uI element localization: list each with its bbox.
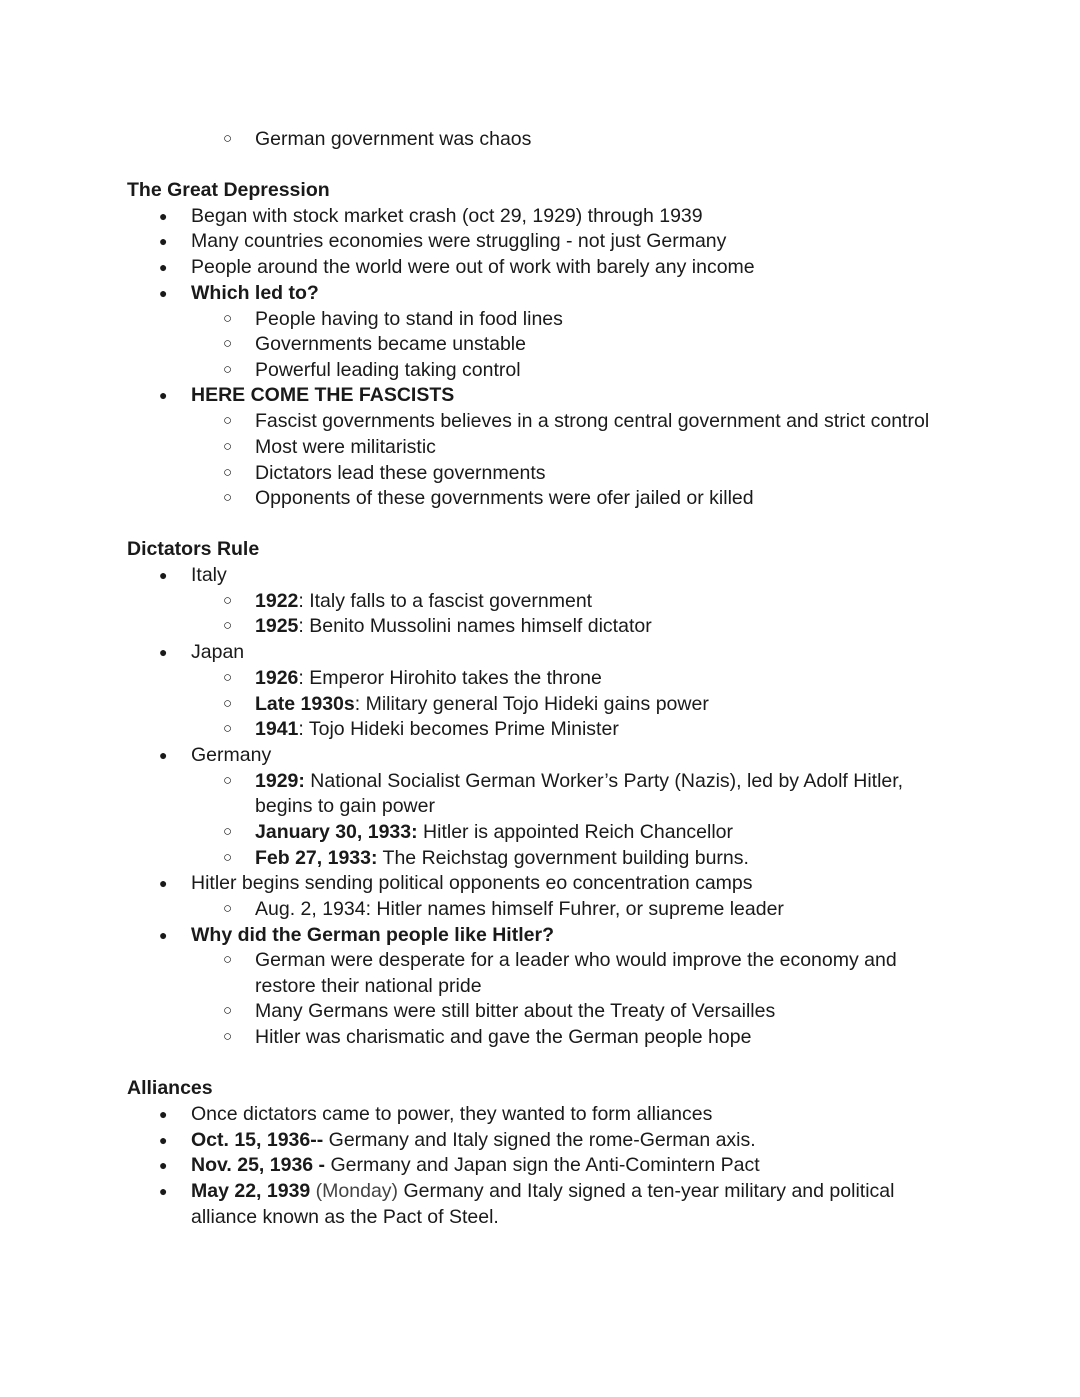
list-item-germany: ● Germany — [191, 743, 271, 767]
list-item: ● Began with stock market crash (oct 29, 1929) through 1939 — [191, 204, 703, 228]
list-item-japan: ● Japan — [191, 640, 244, 664]
sub-list-item: ○ People having to stand in food lines — [255, 307, 563, 331]
sub-list-item: ○ Fascist governments believes in a strong central government and strict control — [255, 409, 929, 433]
sub-list-item: ○ German were desperate for a leader who would improve the economy and — [255, 948, 897, 972]
list-item: ○ German government was chaos — [255, 127, 531, 151]
section-heading-alliances: Alliances — [127, 1077, 213, 1099]
sub-list-item: ○ 1925: Benito Mussolini names himself dictator — [255, 614, 652, 638]
list-item-italy: ● Italy — [191, 563, 227, 587]
sub-list-item: ○ Many Germans were still bitter about the Treaty of Versailles — [255, 999, 775, 1023]
list-item: ● Oct. 15, 1936-- Germany and Italy signed the rome-German axis. — [191, 1128, 756, 1152]
sub-list-item: ○ Dictators lead these governments — [255, 461, 545, 485]
list-item: ● Many countries economies were struggling - not just Germany — [191, 229, 726, 253]
sub-list-item-continued: begins to gain power — [255, 795, 435, 817]
sub-list-item: ○ 1941: Tojo Hideki becomes Prime Minister — [255, 717, 619, 741]
list-item: ● People around the world were out of work with barely any income — [191, 255, 755, 279]
list-item: ● Once dictators came to power, they wanted to form alliances — [191, 1102, 712, 1126]
sub-list-item: ○ Most were militaristic — [255, 435, 436, 459]
sub-list-item: ○ Governments became unstable — [255, 332, 526, 356]
section-heading-dictators-rule: Dictators Rule — [127, 538, 260, 560]
list-item-continued: alliance known as the Pact of Steel. — [191, 1206, 499, 1228]
sub-list-item: ○ 1922: Italy falls to a fascist government — [255, 589, 592, 613]
sub-list-item: ○ 1926: Emperor Hirohito takes the throne — [255, 666, 602, 690]
list-item: ● Why did the German people like Hitler? — [191, 923, 554, 947]
list-item: ● Which led to? — [191, 281, 319, 305]
sub-list-item-continued: restore their national pride — [255, 975, 482, 997]
sub-list-item: ○ January 30, 1933: Hitler is appointed Reich Chancellor — [255, 820, 733, 844]
sub-list-item: ○ Aug. 2, 1934: Hitler names himself Fuhrer, or supreme leader — [255, 897, 784, 921]
list-item: ● HERE COME THE FASCISTS — [191, 383, 454, 407]
list-item: ● Hitler begins sending political opponents eo concentration camps — [191, 871, 753, 895]
sub-list-item: ○ Hitler was charismatic and gave the German people hope — [255, 1025, 751, 1049]
sub-list-item: ○ 1929: National Socialist German Worker’s Party (Nazis), led by Adolf Hitler, — [255, 769, 903, 793]
sub-list-item: ○ Powerful leading taking control — [255, 358, 521, 382]
list-item: ● May 22, 1939 (Monday) Germany and Italy signed a ten-year military and political — [191, 1179, 894, 1203]
sub-list-item: ○ Opponents of these governments were ofer jailed or killed — [255, 486, 754, 510]
list-item: ● Nov. 25, 1936 - Germany and Japan sign the Anti-Comintern Pact — [191, 1153, 760, 1177]
sub-list-item: ○ Late 1930s: Military general Tojo Hideki gains power — [255, 692, 709, 716]
section-heading-great-depression: The Great Depression — [127, 179, 330, 201]
sub-list-item: ○ Feb 27, 1933: The Reichstag government building burns. — [255, 846, 749, 870]
